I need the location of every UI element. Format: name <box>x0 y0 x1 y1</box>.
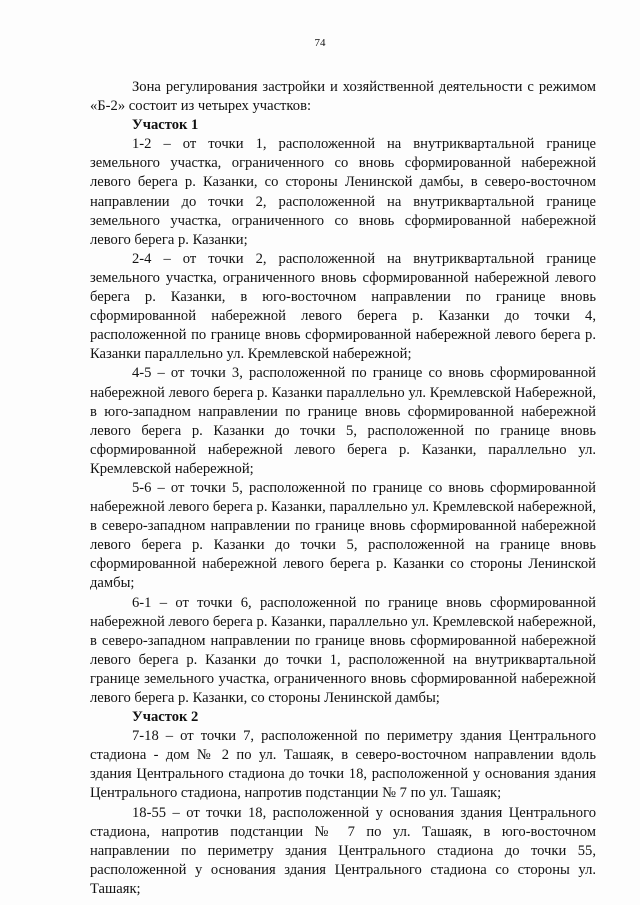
paragraph: 5-6 – от точки 5, расположенной по границе со вновь сформированной набережной левого берега р. Казанки, параллельно ул. Кремлевской набережной, в северо-западном направлении по границе вновь сформированной набережной левого берега р. Казанки до точки 5, расположенной на границе вновь сформированной набережной левого берега р. Казанки со стороны Ленинской дамбы; <box>90 479 596 592</box>
document-body <box>90 78 596 899</box>
section-heading: Участок 1 <box>132 117 199 134</box>
paragraph: 1-2 – от точки 1, расположенной на внутриквартальной границе земельного участка, ограниченного со вновь сформированной набережной левого берега р. Казанки, со стороны Ленинской дамбы, в северо-восточном направлении до точки 2, расположенной на внутриквартальной границе земельного участка, ограниченного со вновь сформированной набережной левого берега р. Казанки; <box>90 136 596 248</box>
page-number: 74 <box>314 37 326 49</box>
paragraph: 2-4 – от точки 2, расположенной на внутриквартальной границе земельного участка, ограниченного вновь сформированной набережной левого берега р. Казанки, в юго-восточном направлении по границе вновь сформированной набережной левого берега р. Казанки до точки 4, расположенной по границе вновь сформированной набережной левого берега р. Казанки параллельно ул. Кремлевской набережной; <box>90 250 596 363</box>
paragraph: 18-55 – от точки 18, расположенной у основания здания Центрального стадиона, напротив подстанции № 7 по ул. Ташаяк, в юго-восточном направлении по периметру здания Центрального стадиона до точки 55, расположенной у основания здания Центрального стадиона со стороны ул. Ташаяк; <box>90 804 596 897</box>
paragraph: 4-5 – от точки 3, расположенной по границе со вновь сформированной набережной левого берега р. Казанки параллельно ул. Кремлевской Набережной, в юго-западном направлении по границе вновь сформированной набережной левого берега р. Казанки до точки 5, расположенной по границе вновь сформированной набережной левого берега р. Казанки, параллельно ул. Кремлевской набережной; <box>90 365 596 477</box>
intro-paragraph: Зона регулирования застройки и хозяйственной деятельности с режимом «Б-2» состоит из четырех участков: <box>90 79 596 115</box>
paragraph: 7-18 – от точки 7, расположенной по периметру здания Центрального стадиона - дом № 2 по ул. Ташаяк, в северо-восточном направлении вдоль здания Центрального стадиона до точки 18, расположенной у основания здания Центрального стадиона, напротив подстанции № 7 по ул. Ташаяк; <box>90 728 596 802</box>
paragraph: 6-1 – от точки 6, расположенной по границе вновь сформированной набережной левого берега р. Казанки, параллельно ул. Кремлевской набережной, в северо-западном направлении по границе вновь сформированной набережной левого берега р. Казанки до точки 1, расположенной на внутриквартальной границе земельного участка, ограниченного вновь сформированной набережной левого берега р. Казанки, со стороны Ленинской дамбы; <box>90 594 596 706</box>
section-heading: Участок 2 <box>132 709 199 726</box>
